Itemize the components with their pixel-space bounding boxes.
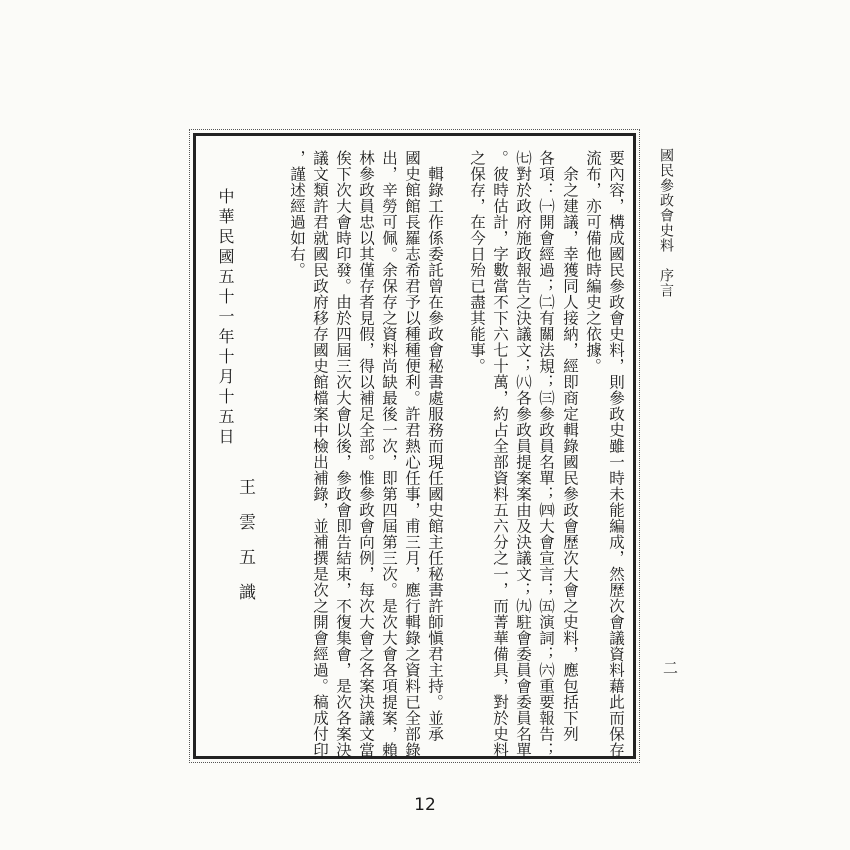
page-mark: 二 xyxy=(661,660,679,675)
body-column: 。彼時估計，字數當不下六七十萬，約占全部資料五六分之一，而菁華備具，對於史料 xyxy=(491,150,509,758)
body-column: 要內容，構成國民參政會史料，則參政史雖一時未能編成，然歷次會議資料藉此而保存 xyxy=(607,150,625,758)
date-line: 中華民國五十一年十月十五日 xyxy=(216,188,235,448)
body-column: 議文類許君就國民政府移存國史館檔案中檢出補錄，並補撰是次之開會經過。稿成付印 xyxy=(311,150,329,758)
body-column: 之保存，在今日殆已盡其能事。 xyxy=(468,150,486,374)
body-column: 輯錄工作係委託曾在參政會秘書處服務而現任國史館主任秘書許師愼君主持。並承 xyxy=(426,150,444,742)
body-column: 余之建議，幸獲同人接納，經即商定輯錄國民參政會歷次大會之史料，應包括下列 xyxy=(561,150,579,742)
body-column: 林參政員忠以其僅存者見假，得以補足全部。惟參政會向例，每次大會之各案決議文當 xyxy=(357,150,375,758)
author-signature: 王雲五識 xyxy=(235,478,255,618)
page-number: 12 xyxy=(414,795,436,815)
body-column: 俟下次大會時印發。由於四屆三次大會以後，參政會即告結束，不復集會，是次各案決 xyxy=(334,150,352,758)
body-column: 出，辛勞可佩。余保存之資料尚缺最後一次，即第四屆第三次。是次大會各項提案，賴 xyxy=(380,150,398,758)
running-head: 國民參政會史料 序言 xyxy=(658,148,674,298)
body-column: 各項：㈠開會經過；㈡有關法規；㈢參政員名單；㈣大會宣言；㈤演詞；㈥重要報告； xyxy=(537,150,555,758)
body-column: ㈦對於政府施政報告之決議文；㈧各參政員提案案由及決議文；㈨駐會委員會委員名單 xyxy=(514,150,532,758)
body-column: ，謹述經過如右。 xyxy=(288,150,306,278)
body-column: 國史館館長羅志希君予以種種便利。許君熱心任事，甫三月，應行輯錄之資料已全部錄 xyxy=(403,150,421,758)
body-column: 流布，亦可備他時編史之依據。 xyxy=(584,150,602,374)
